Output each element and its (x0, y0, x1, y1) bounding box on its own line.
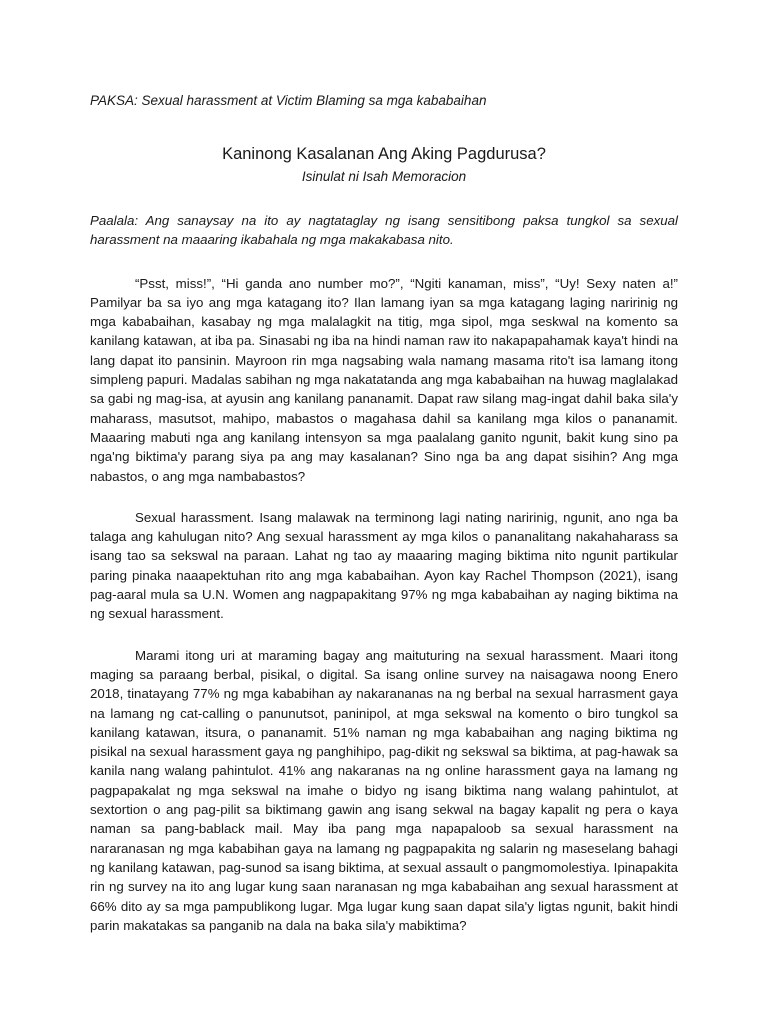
content-warning-note: Paalala: Ang sanaysay na ito ay nagtataglay ng isang sensitibong paksa tungkol sa sexual harassment na maaaring ikabahala ng mga makakabasa nito. (90, 213, 678, 248)
paragraph-1: “Psst, miss!”, “Hi ganda ano number mo?”, “Ngiti kanaman, miss”, “Uy! Sexy naten a!” Pamilyar ba sa iyo ang mga katagang ito? Ilan lamang iyan sa mga katagang laging naririnig ng mga kababaihan, kasabay ng mga malalagkit na titig, mga sipol, mga seskwal na komento sa kanilang katawan, at iba pa. Sinasabi ng iba na hindi naman raw ito nakapapahamak kaya't hindi na lang dapat ito pansinin. Mayroon rin mga nagsabing wala namang masama rito't isa lamang itong simpleng papuri. Madalas sabihan ng mga nakatatanda ang mga kababaihan na huwag maglalakad sa gabi ng mag-isa, at ayusin ang kanilang pananamit. Dapat raw silang mag-ingat dahil baka sila'y maharass, masutsot, mahipo, mabastos o magahasa dahil sa kanilang mga kilos o pananamit. Maaaring mabuti nga ang kanilang intensyon sa mga paalalang ganito ngunit, bakit kung sino pa nga'ng biktima'y parang siya pa ang may kasalanan? Sino nga ba ang dapat sisihin? Ang mga nabastos, o ang mga nambabastos? (90, 275, 678, 484)
author-line: Isinulat ni Isah Memoracion (301, 169, 467, 184)
paragraph-2: Sexual harassment. Isang malawak na terminong lagi nating naririnig, ngunit, ano nga ba talaga ang kahulugan nito? Ang sexual harassment ay mga kilos o pananalitang nakahaharass sa isang tao sa sekswal na paraan. Lahat ng tao ay maaaring maging biktima nito ngunit partikular paring pinaka naaapektuhan rito ang mga kababaihan. Ayon kay Rachel Thompson (2021), isang pag-aaral mula sa U.N. Women ang nagpapakitang 97% ng mga kababaihan ay naging biktima na ng sexual harassment. (90, 509, 678, 622)
topic-line: PAKSA: Sexual harassment at Victim Blaming sa mga kababaihan (90, 93, 487, 108)
paragraph-3: Marami itong uri at maraming bagay ang maituturing na sexual harassment. Maari itong maging sa paraang berbal, pisikal, o digital. Sa isang online survey na naisagawa noong Enero 2018, tinatayang 77% ng mga kababihan ay nakarananas na ng berbal na sexual harrasment gaya na lamang ng cat-calling o panunutsot, paninipol, at mga sekswal na komento o biro tungkol sa kanilang katawan, itsura, o pananamit. 51% naman ng mga kababaihan ang naging biktima ng pisikal na sexual harassment gaya ng panghihipo, pag-dikit ng sekswal sa biktima, at pag-hawak sa kanila nang walang pahintulot. 41% ang nakaranas na ng online harassment gaya na lamang ng pagpapakalat ng mga sekswal na imahe o bidyo ng isang biktima nang walang pahintulot, at sextortion o ang pag-pilit sa biktimang gawin ang isang sekwal na bagay kapalit ng pera o kaya naman sa pang-bablack mail. May iba pang mga napapaloob sa sexual harassment na nararanasan ng mga kababihan gaya na lamang ng pagpapakita ng salarin ng maseselang bahagi ng kanilang katawan, pag-sunod sa isang biktima, at sexual assault o pangmomolestiya. Ipinapakita rin ng survey na ito ang lugar kung saan naranasan ng mga kababaihan ang sexual harassment at 66% dito ay sa mga pampublikong lugar. Mga lugar kung saan dapat sila'y ligtas ngunit, bakit hindi parin makatakas sa panganib na dala na baka sila'y mabiktima? (90, 647, 678, 933)
essay-title: Kaninong Kasalanan Ang Aking Pagdurusa? (222, 145, 546, 163)
